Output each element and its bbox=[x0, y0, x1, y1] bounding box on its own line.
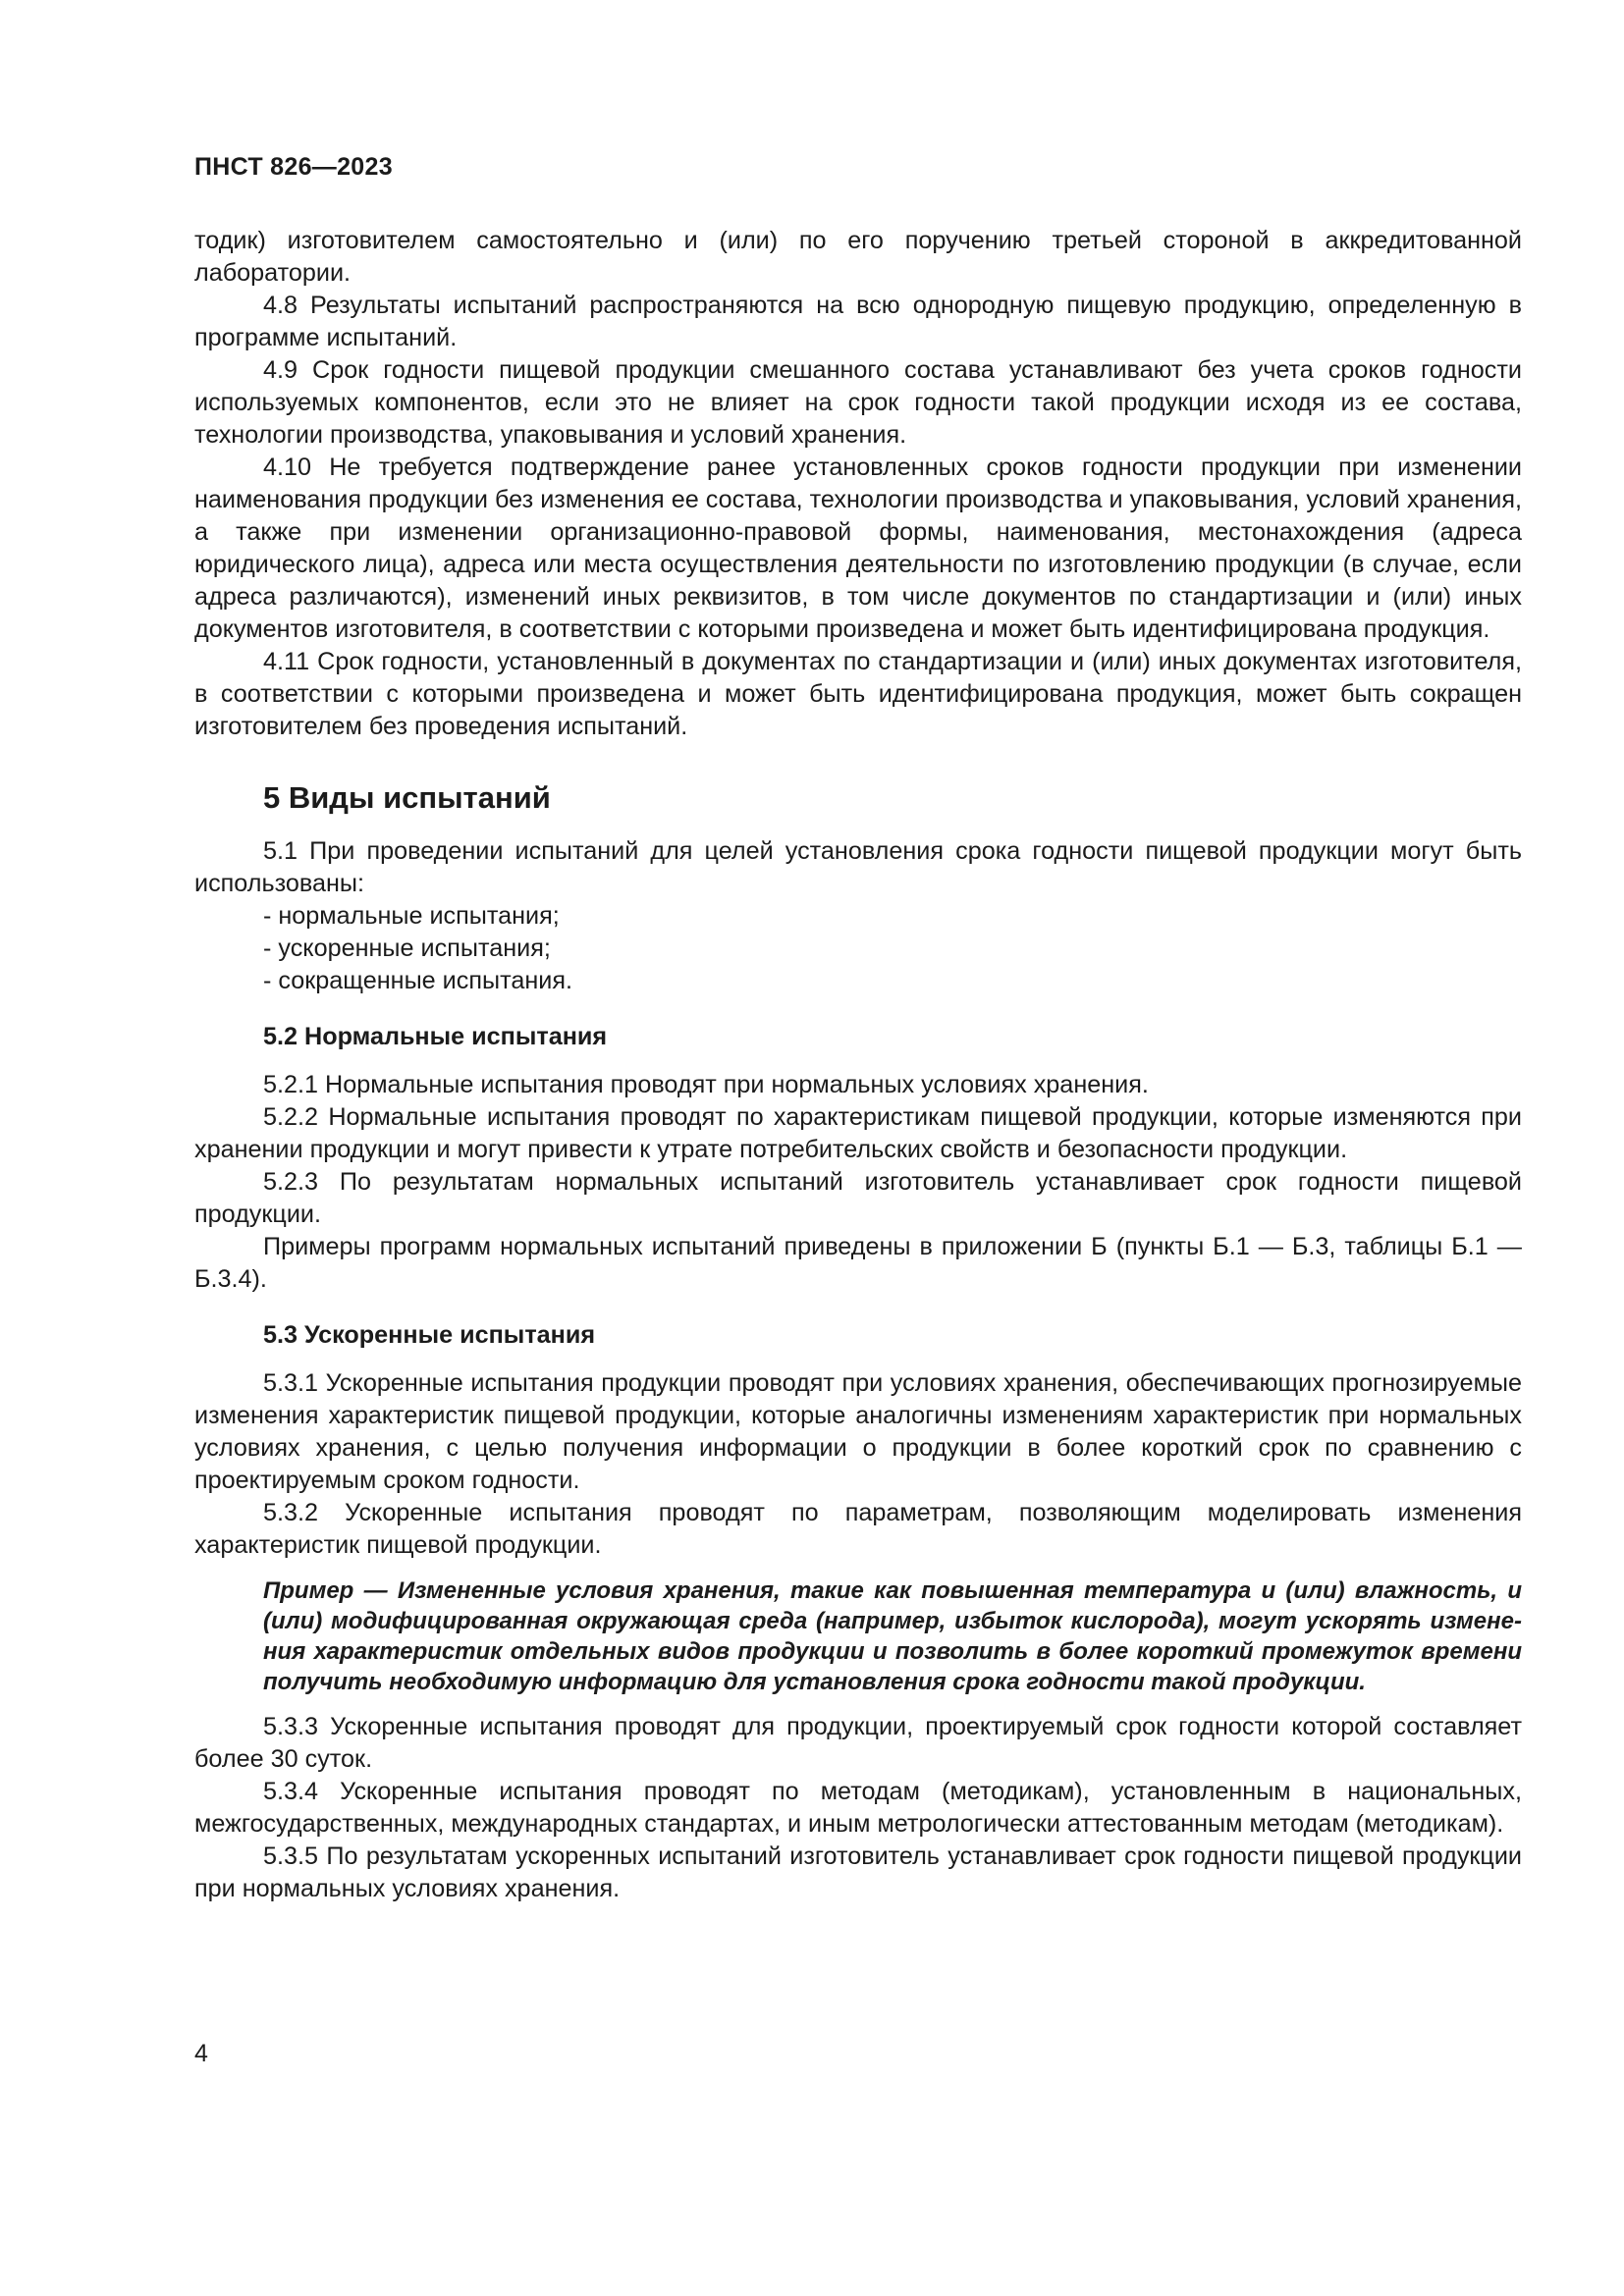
paragraph-5-2-2: 5.2.2 Нормальные испытания проводят по характеристикам пищевой продукции, которые изменяются при хранении продукции и могут привести к утрате потребительских свойств и безопасности продукции. bbox=[194, 1103, 1522, 1163]
paragraph-5-3-3: 5.3.3 Ускоренные испытания проводят для продукции, проектируемый срок годности которой составляет более 30 суток. bbox=[194, 1713, 1522, 1773]
paragraph-5-2-examples: Примеры программ нормальных испытаний приведены в приложении Б (пункты Б.1 — Б.3, таблицы Б.1 — Б.3.4). bbox=[194, 1233, 1522, 1293]
paragraph-4-8: 4.8 Результаты испытаний распространяются на всю однородную пищевую продукцию, определенную в программе испытаний. bbox=[194, 292, 1522, 351]
document-body bbox=[194, 225, 1522, 1905]
document-code: ПНСТ 826—2023 bbox=[194, 153, 393, 181]
paragraph-5-2-3: 5.2.3 По результатам нормальных испытаний изготовитель устанавливает срок годности пищевой продукции. bbox=[194, 1168, 1522, 1228]
paragraph-5-3-2: 5.3.2 Ускоренные испытания проводят по параметрам, позволяющим моделировать изменения характеристик пищевой продукции. bbox=[194, 1499, 1522, 1559]
list-item-shortened-tests: - сокращенные испытания. bbox=[263, 967, 572, 994]
list-item-accelerated-tests: - ускоренные испытания; bbox=[263, 934, 551, 962]
page-number: 4 bbox=[194, 2040, 208, 2067]
paragraph-5-1: 5.1 При проведении испытаний для целей установления срока годности пищевой продукции могут быть использованы: bbox=[194, 837, 1522, 897]
subsection-5-3-title: 5.3 Ускоренные испытания bbox=[263, 1321, 596, 1349]
example-note: Пример — Измененные условия хранения, такие как повышенная температура и (или) влажность, и (или) модифицированная окружающая среда (например, избыток кислорода), могут ускорять изменения характеристик отдельных видов продукции и позволить в более короткий промежуток времени получить необходимую информацию для установления срока годности такой продукции. bbox=[263, 1577, 1522, 1695]
paragraph-4-10: 4.10 Не требуется подтверждение ранее установленных сроков годности продукции при изменении наименования продукции без изменения ее состава, технологии производства и упаковывания, условий хранения, а также при изменении организационно-правовой формы, наименования, местонахождения (адреса юридического лица), адреса или места осуществления деятельности по изготовлению продукции (в случае, если адреса различаются), изменений иных реквизитов, в том числе документов по стандартизации и (или) иных документов изготовителя, в соответствии с которыми произведена и может быть идентифицирована продукция. bbox=[194, 454, 1522, 643]
paragraph-4-9: 4.9 Срок годности пищевой продукции смешанного состава устанавливают без учета сроков годности используемых компонентов, если это не влияет на срок годности такой продукции исходя из ее состава, технологии производства, упаковывания и условий хранения. bbox=[194, 356, 1522, 449]
paragraph-4-11: 4.11 Срок годности, установленный в документах по стандартизации и (или) иных документах изготовителя, в соответствии с которыми произведена и может быть идентифицирована продукция, может быть сокращен изготовителем без проведения испытаний. bbox=[194, 648, 1522, 740]
list-item-normal-tests: - нормальные испытания; bbox=[263, 902, 560, 930]
section-5-title: 5 Виды испытаний bbox=[263, 780, 551, 815]
subsection-5-2-title: 5.2 Нормальные испытания bbox=[263, 1023, 608, 1050]
paragraph-5-3-1: 5.3.1 Ускоренные испытания продукции проводят при условиях хранения, обеспечивающих прогнозируемые изменения характеристик пищевой продукции, которые аналогичны изменениям характеристик при нормальных условиях хранения, с целью получения информации о продукции в более короткий срок по сравнению с проектируемым сроком годности. bbox=[194, 1369, 1522, 1494]
paragraph-continuation: тодик) изготовителем самостоятельно и (или) по его поручению третьей стороной в аккредитованной лаборатории. bbox=[194, 227, 1522, 287]
paragraph-5-2-1: 5.2.1 Нормальные испытания проводят при нормальных условиях хранения. bbox=[263, 1071, 1149, 1098]
paragraph-5-3-5: 5.3.5 По результатам ускоренных испытаний изготовитель устанавливает срок годности пищевой продукции при нормальных условиях хранения. bbox=[194, 1842, 1522, 1902]
paragraph-5-3-4: 5.3.4 Ускоренные испытания проводят по методам (методикам), установленным в национальных, межгосударственных, международных стандартах, и иным метрологически аттестованным методам (методикам). bbox=[194, 1778, 1522, 1838]
